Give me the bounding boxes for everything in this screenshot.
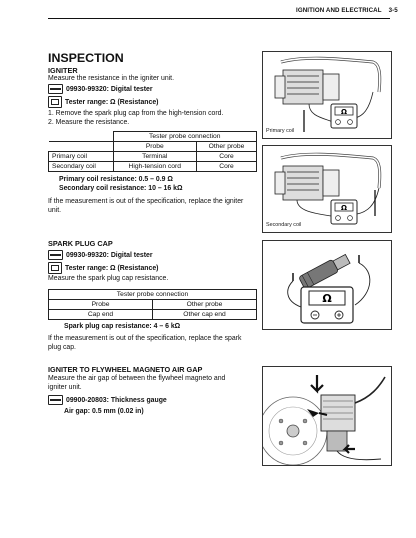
running-header [296, 7, 398, 14]
sparkcap-range [48, 262, 158, 274]
table-cell: Primary coil [49, 152, 114, 162]
igniter-range-label: Tester range: Ω (Resistance) [65, 98, 159, 106]
sparkcap-range-label: Tester range: Ω (Resistance) [65, 264, 159, 272]
sparkcap-note-2: plug cap. [48, 344, 76, 351]
igniter-heading: IGNITER [48, 66, 78, 75]
table-header: Probe [49, 300, 153, 310]
tester-range-icon [48, 96, 62, 108]
sparkcap-tool [48, 250, 153, 260]
ohm-symbol: Ω [322, 292, 332, 305]
sparkcap-probe-table [48, 289, 257, 320]
table-cell: Core [197, 152, 257, 162]
igniter-note-2: unit. [48, 207, 62, 214]
secondary-spec: Secondary coil resistance: 10 – 16 kΩ [59, 185, 183, 192]
sparkcap-intro: Measure the spark plug cap resistance. [48, 275, 169, 282]
sparkcap-spec: Spark plug cap resistance: 4 – 6 kΩ [64, 323, 181, 330]
igniter-tool-label: 09930-99320: Digital tester [66, 85, 153, 93]
spark-plug-cap-figure [262, 240, 392, 330]
primary-coil-figure [262, 51, 392, 139]
table-cell: Cap end [49, 310, 153, 320]
primary-coil-diagram [263, 52, 391, 138]
table-cell: Terminal [113, 152, 197, 162]
table-row [49, 152, 257, 162]
table-corner [49, 142, 114, 152]
primary-spec: Primary coil resistance: 0.5 – 0.9 Ω [59, 176, 173, 183]
airgap-spec: Air gap: 0.5 mm (0.02 in) [64, 408, 144, 415]
igniter-probe-table [48, 131, 257, 172]
igniter-note-1: If the measurement is out of the specification, replace the igniter [48, 198, 244, 205]
table-caption: Tester probe connection [49, 290, 257, 300]
airgap-tool-label: 09900-20803: Thickness gauge [66, 396, 167, 404]
table-header: Other probe [153, 300, 257, 310]
table-row [49, 310, 257, 320]
header-rule [48, 18, 390, 19]
special-tool-icon [48, 84, 63, 94]
sparkcap-note-1: If the measurement is out of the specification, replace the spark [48, 335, 242, 342]
spark-plug-cap-diagram [263, 241, 391, 329]
secondary-coil-diagram [263, 146, 391, 232]
table-row [49, 162, 257, 172]
airgap-tool [48, 395, 167, 405]
igniter-range [48, 96, 158, 108]
table-cell: Secondary coil [49, 162, 114, 172]
figure-caption: Secondary coil [266, 222, 302, 228]
igniter-step-1: 1. Remove the spark plug cap from the high-tension cord. [48, 110, 224, 117]
airgap-intro-1: Measure the air gap of between the flywheel magneto and [48, 375, 226, 382]
table-cell: Other cap end [153, 310, 257, 320]
page-number: 3-5 [388, 7, 398, 14]
igniter-intro: Measure the resistance in the igniter unit. [48, 75, 175, 82]
figure-caption: Primary coil [266, 128, 295, 134]
secondary-coil-figure [262, 145, 392, 233]
table-caption: Tester probe connection [113, 132, 257, 142]
special-tool-icon [48, 250, 63, 260]
table-corner [49, 132, 114, 142]
special-tool-icon [48, 395, 63, 405]
igniter-step-2: 2. Measure the resistance. [48, 119, 130, 126]
tester-range-icon [48, 262, 62, 274]
igniter-tool [48, 84, 153, 94]
sparkcap-heading: SPARK PLUG CAP [48, 239, 113, 248]
table-cell: High-tension cord [113, 162, 197, 172]
airgap-heading: IGNITER TO FLYWHEEL MAGNETO AIR GAP [48, 365, 203, 374]
ohm-symbol: Ω [341, 108, 347, 116]
header-section: IGNITION AND ELECTRICAL [296, 7, 382, 14]
table-header: Other probe [197, 142, 257, 152]
table-header: Probe [113, 142, 197, 152]
page-title: INSPECTION [48, 51, 124, 65]
ohm-symbol: Ω [341, 204, 347, 212]
air-gap-figure [262, 366, 392, 466]
sparkcap-tool-label: 09930-99320: Digital tester [66, 251, 153, 259]
table-cell: Core [197, 162, 257, 172]
air-gap-diagram [263, 367, 391, 465]
airgap-intro-2: igniter unit. [48, 384, 82, 391]
